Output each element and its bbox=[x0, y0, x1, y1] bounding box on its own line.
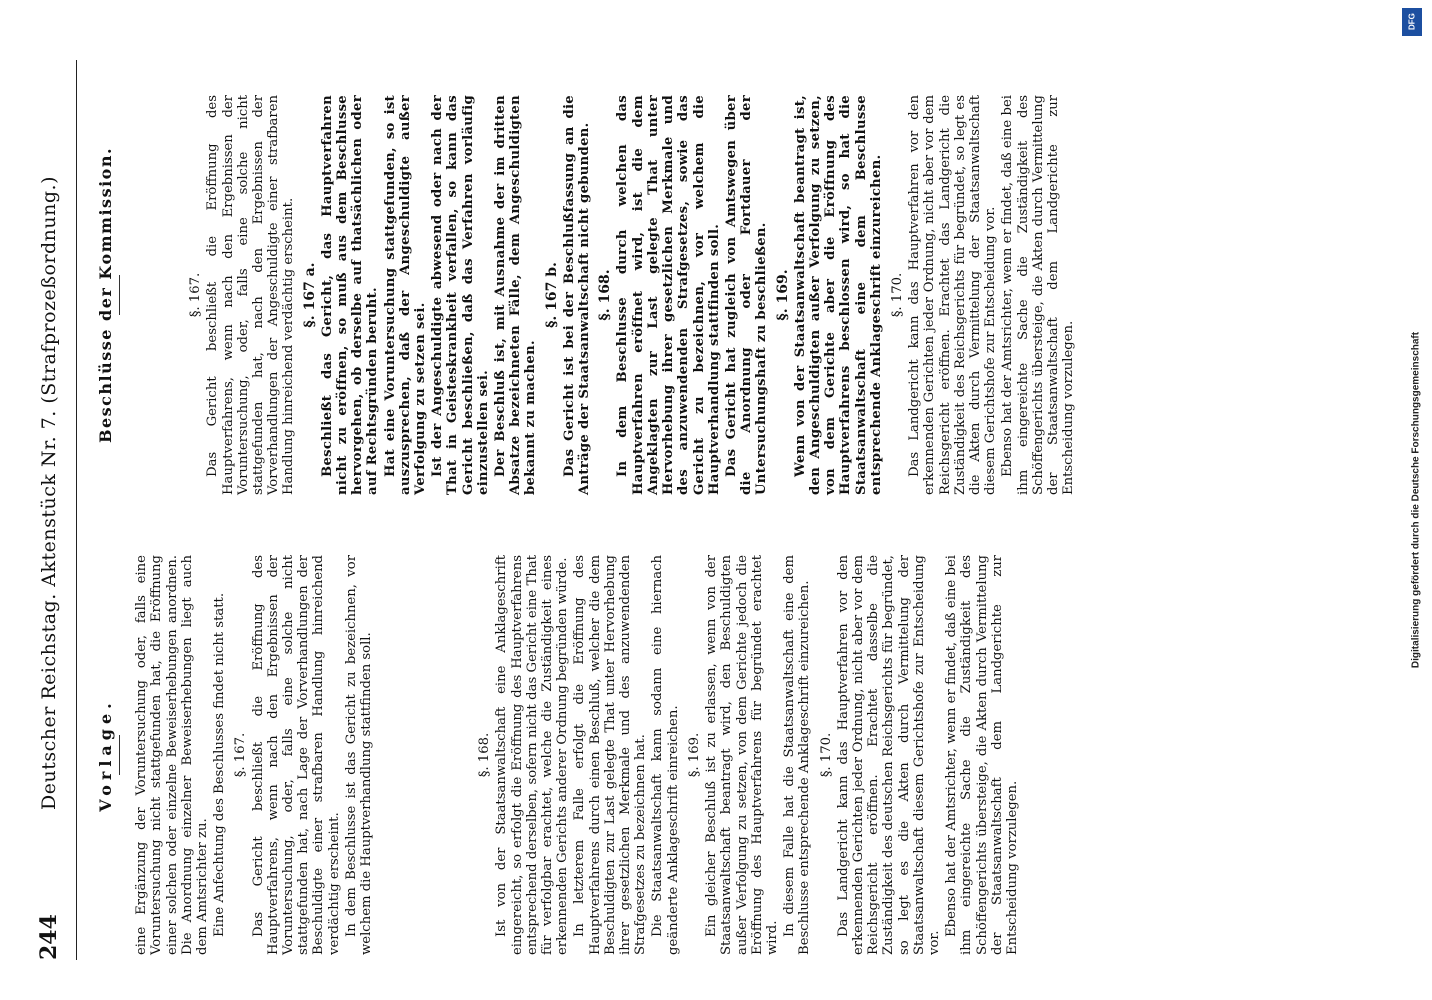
paragraph: Ebenso hat der Amtsrichter, wenn er findet, daß eine bei ihm eingereichte Sache die Zuständigkeit des Schöffengerichts übersteige, die Akten durch Vermittelung der Staatsanwaltschaft dem Landgerichte zur Entscheidung vorzulegen. bbox=[1000, 95, 1077, 495]
paragraph: In dem Beschlusse ist das Gericht zu bezeichnen, vor welchem die Hauptverhandlung stattfinden soll. bbox=[343, 555, 375, 955]
title-rule bbox=[119, 275, 120, 315]
section-heading: §. 167 b. bbox=[543, 262, 560, 328]
spacer bbox=[376, 555, 471, 955]
section-heading: §. 168. bbox=[597, 269, 614, 321]
column-beschluesse bbox=[98, 95, 1078, 495]
section-heading: §. 169. bbox=[686, 732, 702, 778]
column-title-beschluesse: Beschlüsse der Kommission. bbox=[96, 146, 115, 444]
paragraph: Ebenso hat der Amtsrichter, wenn er findet, daß eine bei ihm eingereichte Sache die Zuständigkeit des Schöffengerichts übersteige, die Akten durch Vermittelung der Staatsanwaltschaft dem Landgerichte zur Entscheidung vorzulegen. bbox=[944, 555, 1020, 955]
paragraph: In diesem Falle hat die Staatsanwaltschaft eine dem Beschlusse entsprechende Anklageschrift einzureichen. bbox=[782, 555, 813, 955]
digitization-credit-bar bbox=[1404, 0, 1428, 1000]
dfg-logo-icon: DFG bbox=[1402, 8, 1422, 36]
paragraph: Ist der Angeschuldigte abwesend oder nach der That in Geisteskrankheit verfallen, so kann das Gericht beschließen, daß das Verfahren vorläufig einzustellen sei. bbox=[430, 95, 491, 495]
page-header bbox=[36, 60, 77, 960]
section-heading: §. 168. bbox=[477, 732, 493, 778]
section-heading: §. 170. bbox=[889, 272, 905, 318]
page-number: 244 bbox=[36, 914, 62, 960]
column-title-vorlage: Vorlage. bbox=[96, 698, 115, 812]
section-heading: §. 167. bbox=[233, 732, 249, 778]
running-title: Deutscher Reichstag. Aktenstück Nr. 7. (Strafprozeßordnung.) bbox=[38, 176, 60, 810]
column-vorlage bbox=[98, 555, 1022, 955]
paragraph: Ist von der Staatsanwaltschaft eine Anklageschrift eingereicht, so erfolgt die Eröffnung des Hauptverfahrens entsprechend derselben, sofern nicht das Gericht eine That für verfolgbar erachtet, welche die Zuständigkeit eines erkennenden Gerichts anderer Ordnung begründen würde. bbox=[494, 555, 571, 955]
section-heading: §. 167 a. bbox=[301, 262, 318, 328]
section-heading: §. 170. bbox=[818, 732, 834, 778]
paragraph: Das Gericht beschließt die Eröffnung des Hauptverfahrens, wenn nach den Ergebnissen der Voruntersuchung, oder, falls eine solche nicht stattgefunden hat, nach den Ergebnissen der Vorverhandlungen der Angeschuldigte einer strafbaren Handlung hinreichend verdächtig erscheint. bbox=[205, 95, 297, 495]
section-heading: §. 167. bbox=[188, 272, 204, 318]
digitization-credit: Digitalisierung gefördert durch die Deutsche Forschungsgemeinschaft bbox=[1410, 331, 1422, 669]
paragraph: In letzterem Falle erfolgt die Eröffnung des Hauptverfahrens durch einen Beschluß, welcher die dem Beschuldigten zur Last gelegte That unter Hervorhebung ihrer gesetzlichen Merkmale und des anzuwendenden Strafgesetzes zu bezeichnen hat. bbox=[572, 555, 649, 955]
paragraph: Hat eine Voruntersuchung stattgefunden, so ist auszusprechen, daß der Angeschuldigte außer Verfolgung zu setzen sei. bbox=[382, 95, 429, 495]
paragraph: Ein gleicher Beschluß ist zu erlassen, wenn von der Staatsanwaltschaft beantragt wird, den Beschuldigten außer Verfolgung zu setzen, von dem Gerichte jedoch die Eröffnung des Hauptverfahrens für begründet erachtet wird. bbox=[704, 555, 780, 955]
section-heading: §. 169. bbox=[774, 269, 791, 321]
paragraph: In dem Beschlusse durch welchen das Hauptverfahren eröffnet wird, ist die dem Angeklagten zur Last gelegte That unter Hervorhebung ihrer gesetzlichen Merkmale und des anzuwendenden Strafgesetzes, sowie das Gericht zu bezeichnen, vor welchem die Hauptverhandlung stattfinden soll. bbox=[615, 95, 722, 495]
paragraph: Das Gericht ist bei der Beschlußfassung an die Anträge der Staatsanwaltschaft nicht gebunden. bbox=[561, 95, 593, 495]
spacer bbox=[134, 95, 182, 495]
paragraph: Das Landgericht kann das Hauptverfahren vor den erkennenden Gerichten jeder Ordnung, nicht aber vor dem Reichsgericht eröffnen. Erachtet das Landgericht die Zuständigkeit des Reichsgerichts für begründet, so legt es die Akten durch Vermittelung der Staatsanwaltschaft diesem Gerichtshofe zur Entscheidung vor. bbox=[907, 95, 999, 495]
paragraph: Wenn von der Staatsanwaltschaft beantragt ist, den Angeschuldigten außer Verfolgung zu setzen, von dem Gerichte aber die Eröffnung des Hauptverfahrens beschlossen wird, so hat die Staatsanwaltschaft eine dem Beschlusse entsprechende Anklageschrift einzureichen. bbox=[792, 95, 884, 495]
paragraph: Der Beschluß ist, mit Ausnahme der im dritten Absatze bezeichneten Fälle, dem Angeschuldigten bekannt zu machen. bbox=[493, 95, 539, 495]
paragraph: Die Staatsanwaltschaft kann sodann eine hiernach geänderte Anklageschrift einreichen. bbox=[650, 555, 681, 955]
paragraph: Eine Anfechtung des Beschlusses findet nicht statt. bbox=[212, 592, 228, 937]
paragraph: Das Gericht hat zugleich von Amtswegen über die Anordnung oder Fortdauer der Untersuchungshaft zu beschließen. bbox=[723, 95, 770, 495]
title-rule bbox=[119, 735, 120, 775]
paragraph: Das Landgericht kann das Hauptverfahren vor den erkennenden Gerichten jeder Ordnung, nicht aber vor dem Reichsgericht eröffnen. Erachtet dasselbe die Zuständigkeit des deutschen Reichsgerichts für begründet, so legt es die Akten durch Vermittelung der Staatsanwaltschaft diesem Gerichtshofe zur Entscheidung vor. bbox=[835, 555, 942, 955]
paragraph: Beschließt das Gericht, das Hauptverfahren nicht zu eröffnen, so muß aus dem Beschlusse hervorgehen, ob derselbe auf thatsächlichen oder auf Rechtsgründen beruht. bbox=[319, 95, 381, 495]
paragraph: Das Gericht beschließt die Eröffnung des Hauptverfahrens, wenn nach den Ergebnissen der Voruntersuchung, oder, falls eine solche nicht stattgefunden hat, nach Lage der Vorverhandlungen der Beschuldigte einer strafbaren Handlung hinreichend verdächtig erscheint. bbox=[250, 555, 342, 955]
paragraph: eine Ergänzung der Voruntersuchung oder, falls eine Voruntersuchung nicht stattgefunden hat, die Eröffnung einer solchen oder einzelne Beweiserhebungen anordnen. Die Anordnung einzelner Beweiserhebungen liegt auch dem Amtsrichter zu. bbox=[134, 555, 211, 955]
